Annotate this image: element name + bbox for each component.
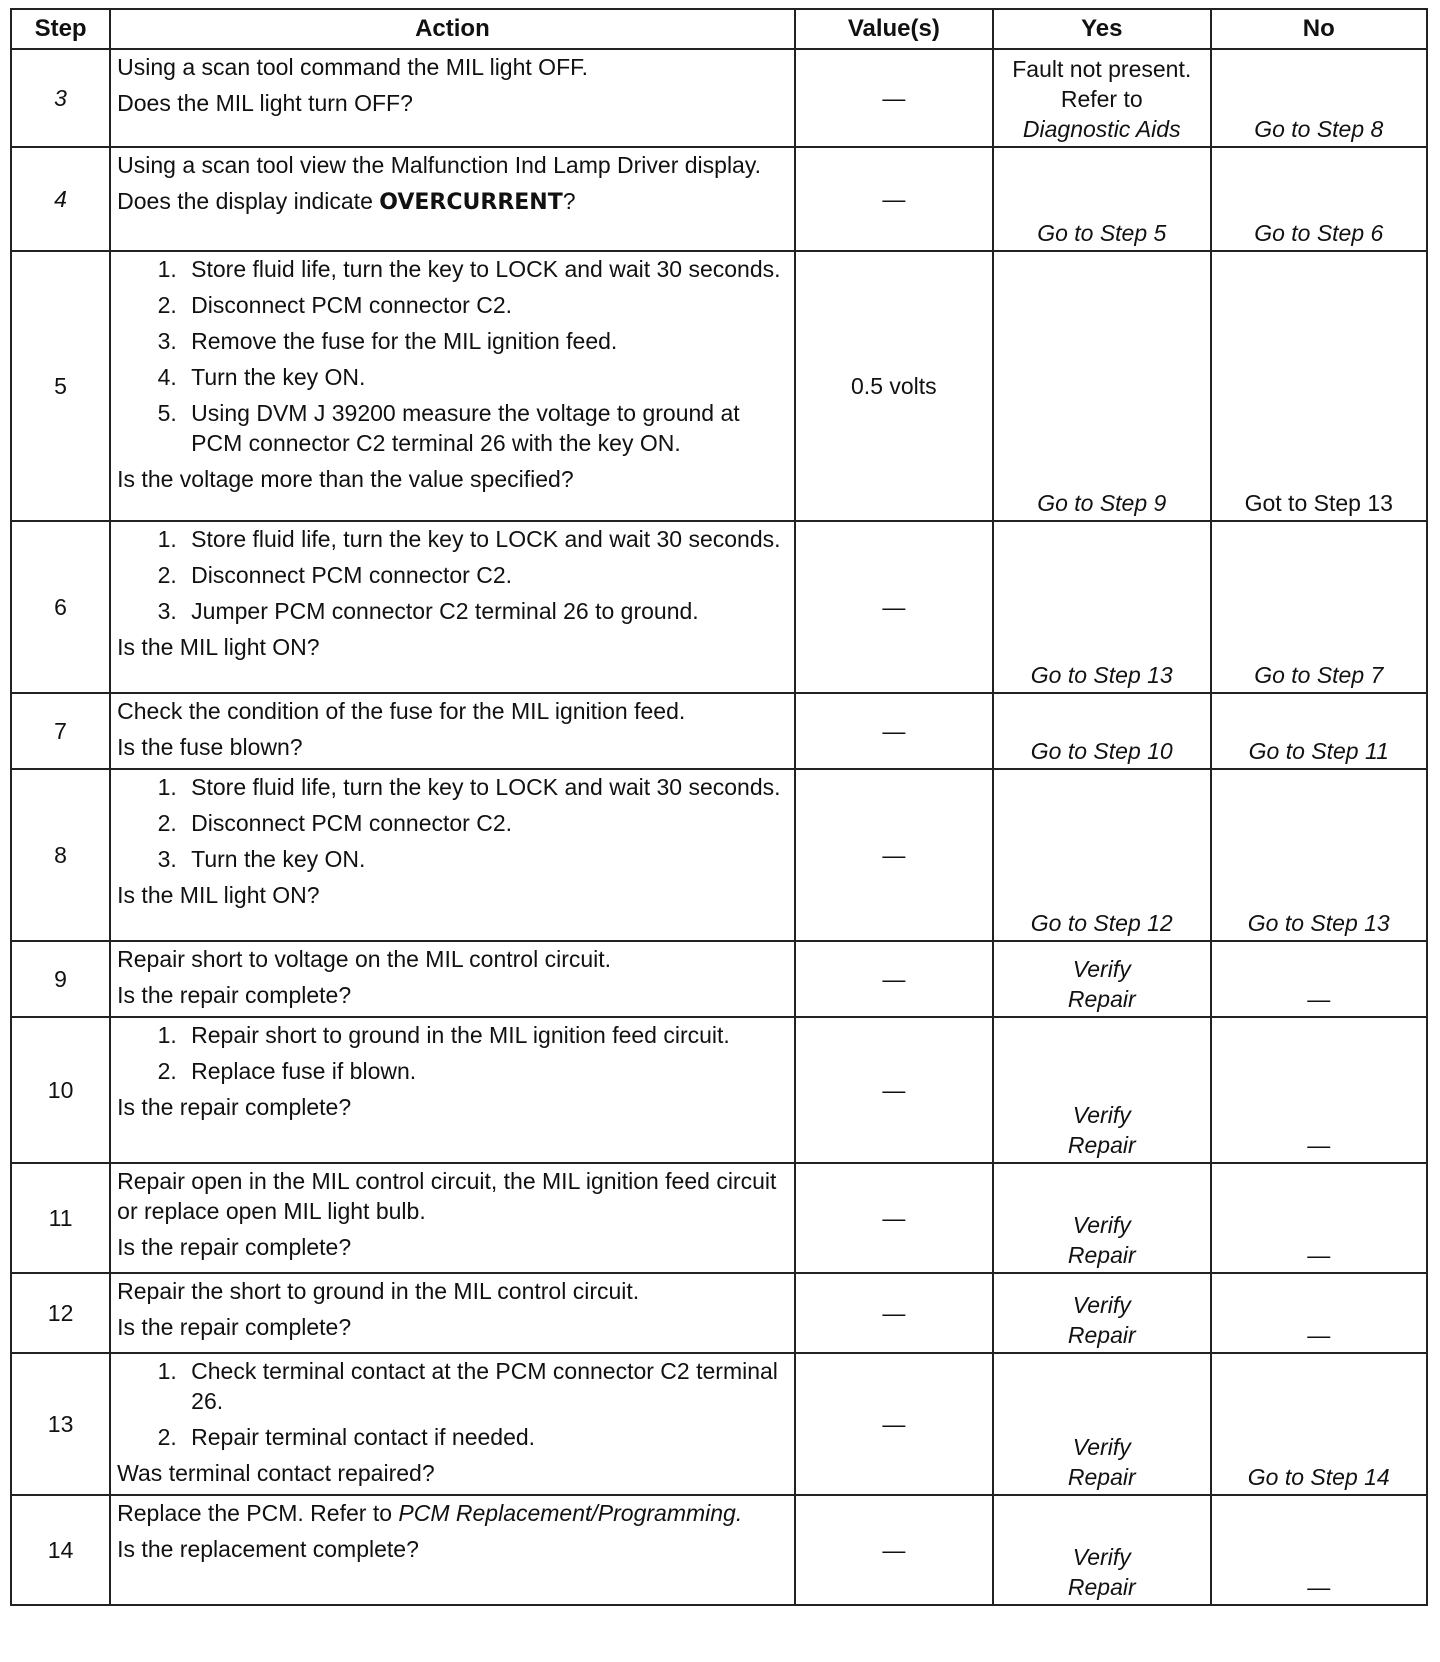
action-question: Is the repair complete? [117,1314,352,1340]
action-step: 2. Replace fuse if blown. [183,1056,788,1086]
table-row [11,1495,1427,1605]
action-cell [110,693,795,769]
table-row [11,521,1427,693]
step-number: 10 [11,1017,110,1163]
yes-line: Repair [1067,1132,1136,1158]
step-number: 6 [11,521,110,693]
yes-cell: Go to Step 10 [993,693,1211,769]
action-question: Is the replacement complete? [117,1536,419,1562]
action-step: 2. Disconnect PCM connector C2. [183,290,788,320]
table-row [11,49,1427,147]
header-step: Step [11,9,110,49]
table-row [11,1353,1427,1495]
header-no: No [1211,9,1427,49]
action-cell [110,521,795,693]
table-row [11,1163,1427,1273]
header-row [11,9,1427,49]
table-row [11,251,1427,521]
step-number: 5 [11,251,110,521]
no-cell: — [1211,1495,1427,1605]
no-cell: Go to Step 6 [1211,147,1427,251]
yes-cell: Go to Step 12 [993,769,1211,941]
action-cell [110,1163,795,1273]
table-row [11,693,1427,769]
yes-cell [993,1163,1211,1273]
yes-cell: Go to Step 5 [993,147,1211,251]
yes-cell: Go to Step 13 [993,521,1211,693]
action-text: Using a scan tool command the MIL light OFF. [117,54,589,80]
no-cell: — [1211,1163,1427,1273]
action-step: 2. Disconnect PCM connector C2. [183,560,788,590]
yes-line: Fault not present. [1012,56,1192,82]
no-cell: Got to Step 13 [1211,251,1427,521]
step-number: 13 [11,1353,110,1495]
table-row [11,769,1427,941]
table-row [11,941,1427,1017]
value-cell: — [795,521,993,693]
action-question: Is the repair complete? [117,1094,352,1120]
action-step: 5. Using DVM J 39200 measure the voltage to ground at PCM connector C2 terminal 26 with the key ON. [183,398,788,458]
action-step: 3. Remove the fuse for the MIL ignition feed. [183,326,788,356]
action-step: 1. Store fluid life, turn the key to LOCK and wait 30 seconds. [183,772,788,802]
yes-line: Repair [1067,986,1136,1012]
yes-line: Verify [1072,956,1131,982]
action-step: 2. Disconnect PCM connector C2. [183,808,788,838]
yes-cell [993,49,1211,147]
action-question: Is the voltage more than the value specified? [117,466,574,492]
no-cell: Go to Step 7 [1211,521,1427,693]
value-cell: — [795,769,993,941]
action-step: 4. Turn the key ON. [183,362,788,392]
action-text: Repair the short to ground in the MIL control circuit. [117,1278,640,1304]
value-cell: — [795,49,993,147]
yes-cell [993,1273,1211,1353]
action-text: Repair open in the MIL control circuit, the MIL ignition feed circuit or replace open MIL light bulb. [117,1168,777,1224]
yes-line: Verify [1072,1102,1131,1128]
action-steps [117,254,788,458]
yes-line: Repair [1067,1242,1136,1268]
table-row [11,1273,1427,1353]
action-step: 1. Store fluid life, turn the key to LOCK and wait 30 seconds. [183,524,788,554]
yes-line: Refer to [1060,86,1143,112]
diagnostic-table [10,8,1428,1606]
value-cell: — [795,1353,993,1495]
step-number: 4 [11,147,110,251]
action-steps [117,1020,788,1086]
yes-line: Verify [1072,1292,1131,1318]
yes-line: Verify [1072,1544,1131,1570]
value-cell: 0.5 volts [795,251,993,521]
action-cell [110,1017,795,1163]
action-step: 3. Turn the key ON. [183,844,788,874]
step-number: 8 [11,769,110,941]
step-number: 3 [11,49,110,147]
value-cell: — [795,1273,993,1353]
no-cell: Go to Step 13 [1211,769,1427,941]
table-row [11,147,1427,251]
value-cell: — [795,693,993,769]
action-step: 3. Jumper PCM connector C2 terminal 26 to ground. [183,596,788,626]
action-step: 1. Store fluid life, turn the key to LOCK and wait 30 seconds. [183,254,788,284]
action-question: Does the MIL light turn OFF? [117,90,413,116]
action-step: 2. Repair terminal contact if needed. [183,1422,788,1452]
value-cell: — [795,1017,993,1163]
action-text: Replace the PCM. Refer to PCM Replacement/Programming. [117,1500,743,1526]
yes-cell [993,1495,1211,1605]
value-cell: — [795,1495,993,1605]
no-cell: — [1211,1273,1427,1353]
value-cell: — [795,1163,993,1273]
action-cell [110,1495,795,1605]
action-text: Check the condition of the fuse for the MIL ignition feed. [117,698,686,724]
no-cell: — [1211,941,1427,1017]
header-action: Action [110,9,795,49]
no-cell: — [1211,1017,1427,1163]
yes-cell [993,1017,1211,1163]
action-cell [110,251,795,521]
step-number: 11 [11,1163,110,1273]
action-step: 1. Repair short to ground in the MIL ignition feed circuit. [183,1020,788,1050]
action-cell [110,147,795,251]
action-text: Repair short to voltage on the MIL control circuit. [117,946,612,972]
yes-line: Repair [1067,1322,1136,1348]
step-number: 7 [11,693,110,769]
action-question: Is the MIL light ON? [117,634,320,660]
no-cell: Go to Step 8 [1211,49,1427,147]
step-number: 9 [11,941,110,1017]
action-question: Does the display indicate OVERCURRENT? [117,188,576,215]
action-cell [110,1273,795,1353]
yes-cell [993,941,1211,1017]
action-question: Is the MIL light ON? [117,882,320,908]
yes-line: Verify [1072,1434,1131,1460]
value-cell: — [795,147,993,251]
step-number: 12 [11,1273,110,1353]
action-cell [110,49,795,147]
action-cell [110,941,795,1017]
step-number: 14 [11,1495,110,1605]
action-steps [117,772,788,874]
header-values: Value(s) [795,9,993,49]
yes-cell: Go to Step 9 [993,251,1211,521]
table-row [11,1017,1427,1163]
action-text: Using a scan tool view the Malfunction Ind Lamp Driver display. [117,152,762,178]
action-question: Is the fuse blown? [117,734,303,760]
no-cell: Go to Step 11 [1211,693,1427,769]
action-question: Is the repair complete? [117,982,352,1008]
header-yes: Yes [993,9,1211,49]
yes-line: Diagnostic Aids [1022,116,1181,142]
yes-line: Repair [1067,1574,1136,1600]
action-cell [110,1353,795,1495]
yes-cell [993,1353,1211,1495]
action-steps [117,524,788,626]
yes-line: Verify [1072,1212,1131,1238]
yes-line: Repair [1067,1464,1136,1490]
action-question: Was terminal contact repaired? [117,1460,435,1486]
no-cell: Go to Step 14 [1211,1353,1427,1495]
action-cell [110,769,795,941]
action-steps [117,1356,788,1452]
action-question: Is the repair complete? [117,1234,352,1260]
value-cell: — [795,941,993,1017]
action-step: 1. Check terminal contact at the PCM connector C2 terminal 26. [183,1356,788,1416]
